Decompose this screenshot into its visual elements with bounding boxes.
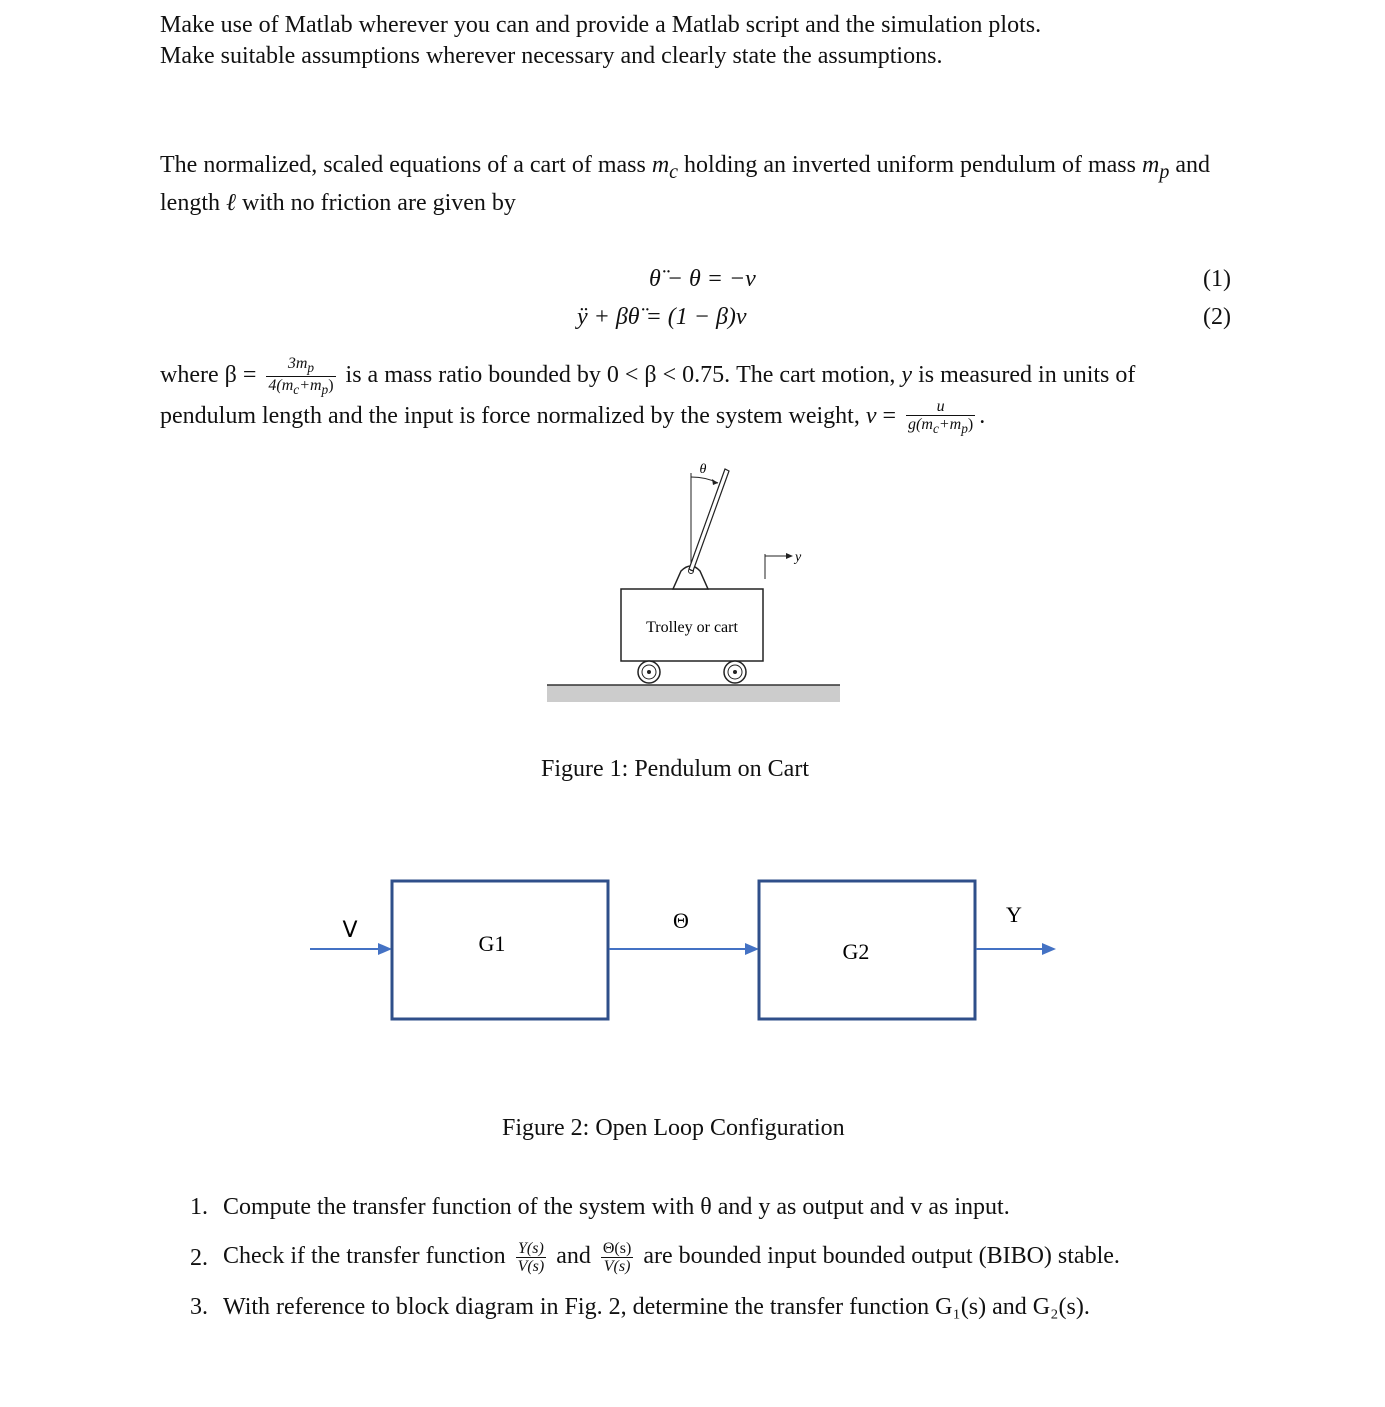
question-list	[190, 1192, 1250, 1340]
beta-denominator-end: )	[328, 377, 334, 395]
beta-denominator-a: 4(m	[268, 377, 294, 395]
intro-line-2: Make suitable assumptions wherever necessary and clearly state the assumptions.	[160, 43, 943, 69]
cart-label: Trolley or cart	[646, 619, 738, 636]
input-label: V	[342, 918, 358, 943]
question-2	[190, 1240, 1250, 1275]
v-denominator-end: )	[967, 416, 974, 434]
question-1	[190, 1192, 1250, 1223]
beta-denominator-sub2: p	[321, 382, 329, 398]
equation-1-text: θ̈ − θ = −v	[649, 266, 756, 292]
wheel-left	[638, 661, 660, 683]
wheel-right	[724, 661, 746, 683]
figure-2-block-diagram	[300, 870, 1070, 1030]
beta-numerator: 3m	[287, 355, 308, 372]
fraction-theta-numerator: Θ(s)	[602, 1240, 632, 1257]
intro-line-1: Make use of Matlab wherever you can and provide a Matlab script and the simulation plots.	[160, 12, 1042, 38]
problem-text-b: holding an inverted uniform pendulum of mass	[678, 152, 1142, 178]
beta-denominator-mid: +m	[299, 377, 322, 395]
v-denominator-a: g(m	[908, 416, 933, 434]
figure-1-pendulum-cart	[540, 455, 850, 710]
pendulum-rod	[689, 469, 729, 571]
v-symbol: v	[865, 403, 877, 430]
question-2-text-b: are bounded input bounded output (BIBO) stable.	[637, 1243, 1120, 1270]
beta-denominator-sub1: c	[293, 382, 300, 398]
equation-2-number: (2)	[1203, 304, 1231, 330]
problem-text-a: The normalized, scaled equations of a cart of mass	[160, 152, 652, 178]
input-arrowhead	[378, 943, 392, 955]
where-text-c: is measured in units of pendulum length and the input is force normalized by the system weight,	[160, 362, 1136, 430]
mass-pendulum-symbol: m	[1141, 152, 1160, 178]
fraction-y-over-v	[516, 1240, 547, 1275]
block-g2-label: G2	[842, 939, 870, 964]
v-fraction	[906, 398, 975, 437]
problem-paragraph	[160, 150, 1235, 219]
where-text-b: is a mass ratio bounded by 0 < β < 0.75. The cart motion,	[339, 362, 902, 389]
intro-text	[160, 10, 1235, 72]
question-3-text: With reference to block diagram in Fig. 2, determine the transfer function G₁(s) and G₂(s).	[223, 1294, 1090, 1320]
question-2-number: 2.	[190, 1245, 208, 1271]
mass-cart-subscript: c	[669, 160, 679, 183]
question-1-text: Compute the transfer function of the system with θ and y as output and v as input.	[223, 1194, 1010, 1220]
mass-pendulum-subscript: p	[1159, 160, 1170, 183]
v-numerator: u	[936, 398, 945, 416]
question-3	[190, 1292, 1250, 1323]
figure-1-caption: Figure 1: Pendulum on Cart	[541, 756, 809, 782]
mass-cart-symbol: m	[651, 152, 670, 178]
y-label: y	[795, 550, 802, 565]
fraction-theta-over-v	[601, 1240, 633, 1275]
theta-label: θ	[699, 462, 707, 477]
y-arrowhead	[786, 553, 793, 559]
ground	[547, 685, 840, 702]
fraction-y-denominator: V(s)	[517, 1258, 545, 1275]
figure-2-caption: Figure 2: Open Loop Configuration	[502, 1115, 845, 1141]
fraction-theta-denominator: V(s)	[603, 1258, 631, 1275]
beta-fraction	[266, 355, 335, 398]
v-denominator-sub2: p	[961, 421, 968, 437]
equation-2	[577, 304, 747, 331]
where-equals: =	[876, 403, 903, 430]
problem-text-d: with no friction are given by	[236, 189, 516, 216]
y-symbol: y	[901, 362, 913, 389]
theta-arrowhead	[712, 479, 718, 485]
problem-text-c: and length	[160, 152, 1210, 216]
theta-signal-label: Θ	[673, 908, 689, 933]
v-denominator-mid: +m	[938, 416, 962, 434]
where-end: .	[979, 403, 986, 430]
question-3-number: 3.	[190, 1294, 208, 1320]
v-denominator-sub1: c	[932, 421, 939, 437]
fraction-y-numerator: Y(s)	[518, 1240, 544, 1257]
middle-arrowhead	[745, 943, 759, 955]
output-arrowhead	[1042, 943, 1056, 955]
length-symbol: ℓ	[226, 189, 236, 216]
question-1-number: 1.	[190, 1194, 208, 1220]
output-label: Y	[1006, 902, 1022, 927]
block-g1-label: G1	[478, 931, 506, 956]
equation-1-number: (1)	[1203, 266, 1231, 292]
equation-2-text: ÿ + βθ̈ = (1 − β)v	[577, 304, 747, 330]
where-text-a: where β =	[160, 362, 263, 389]
equation-1	[649, 266, 756, 293]
beta-numerator-sub: p	[307, 360, 315, 376]
question-2-text-a: Check if the transfer function	[223, 1243, 512, 1270]
where-paragraph	[160, 355, 1235, 438]
question-2-and: and	[550, 1243, 597, 1270]
